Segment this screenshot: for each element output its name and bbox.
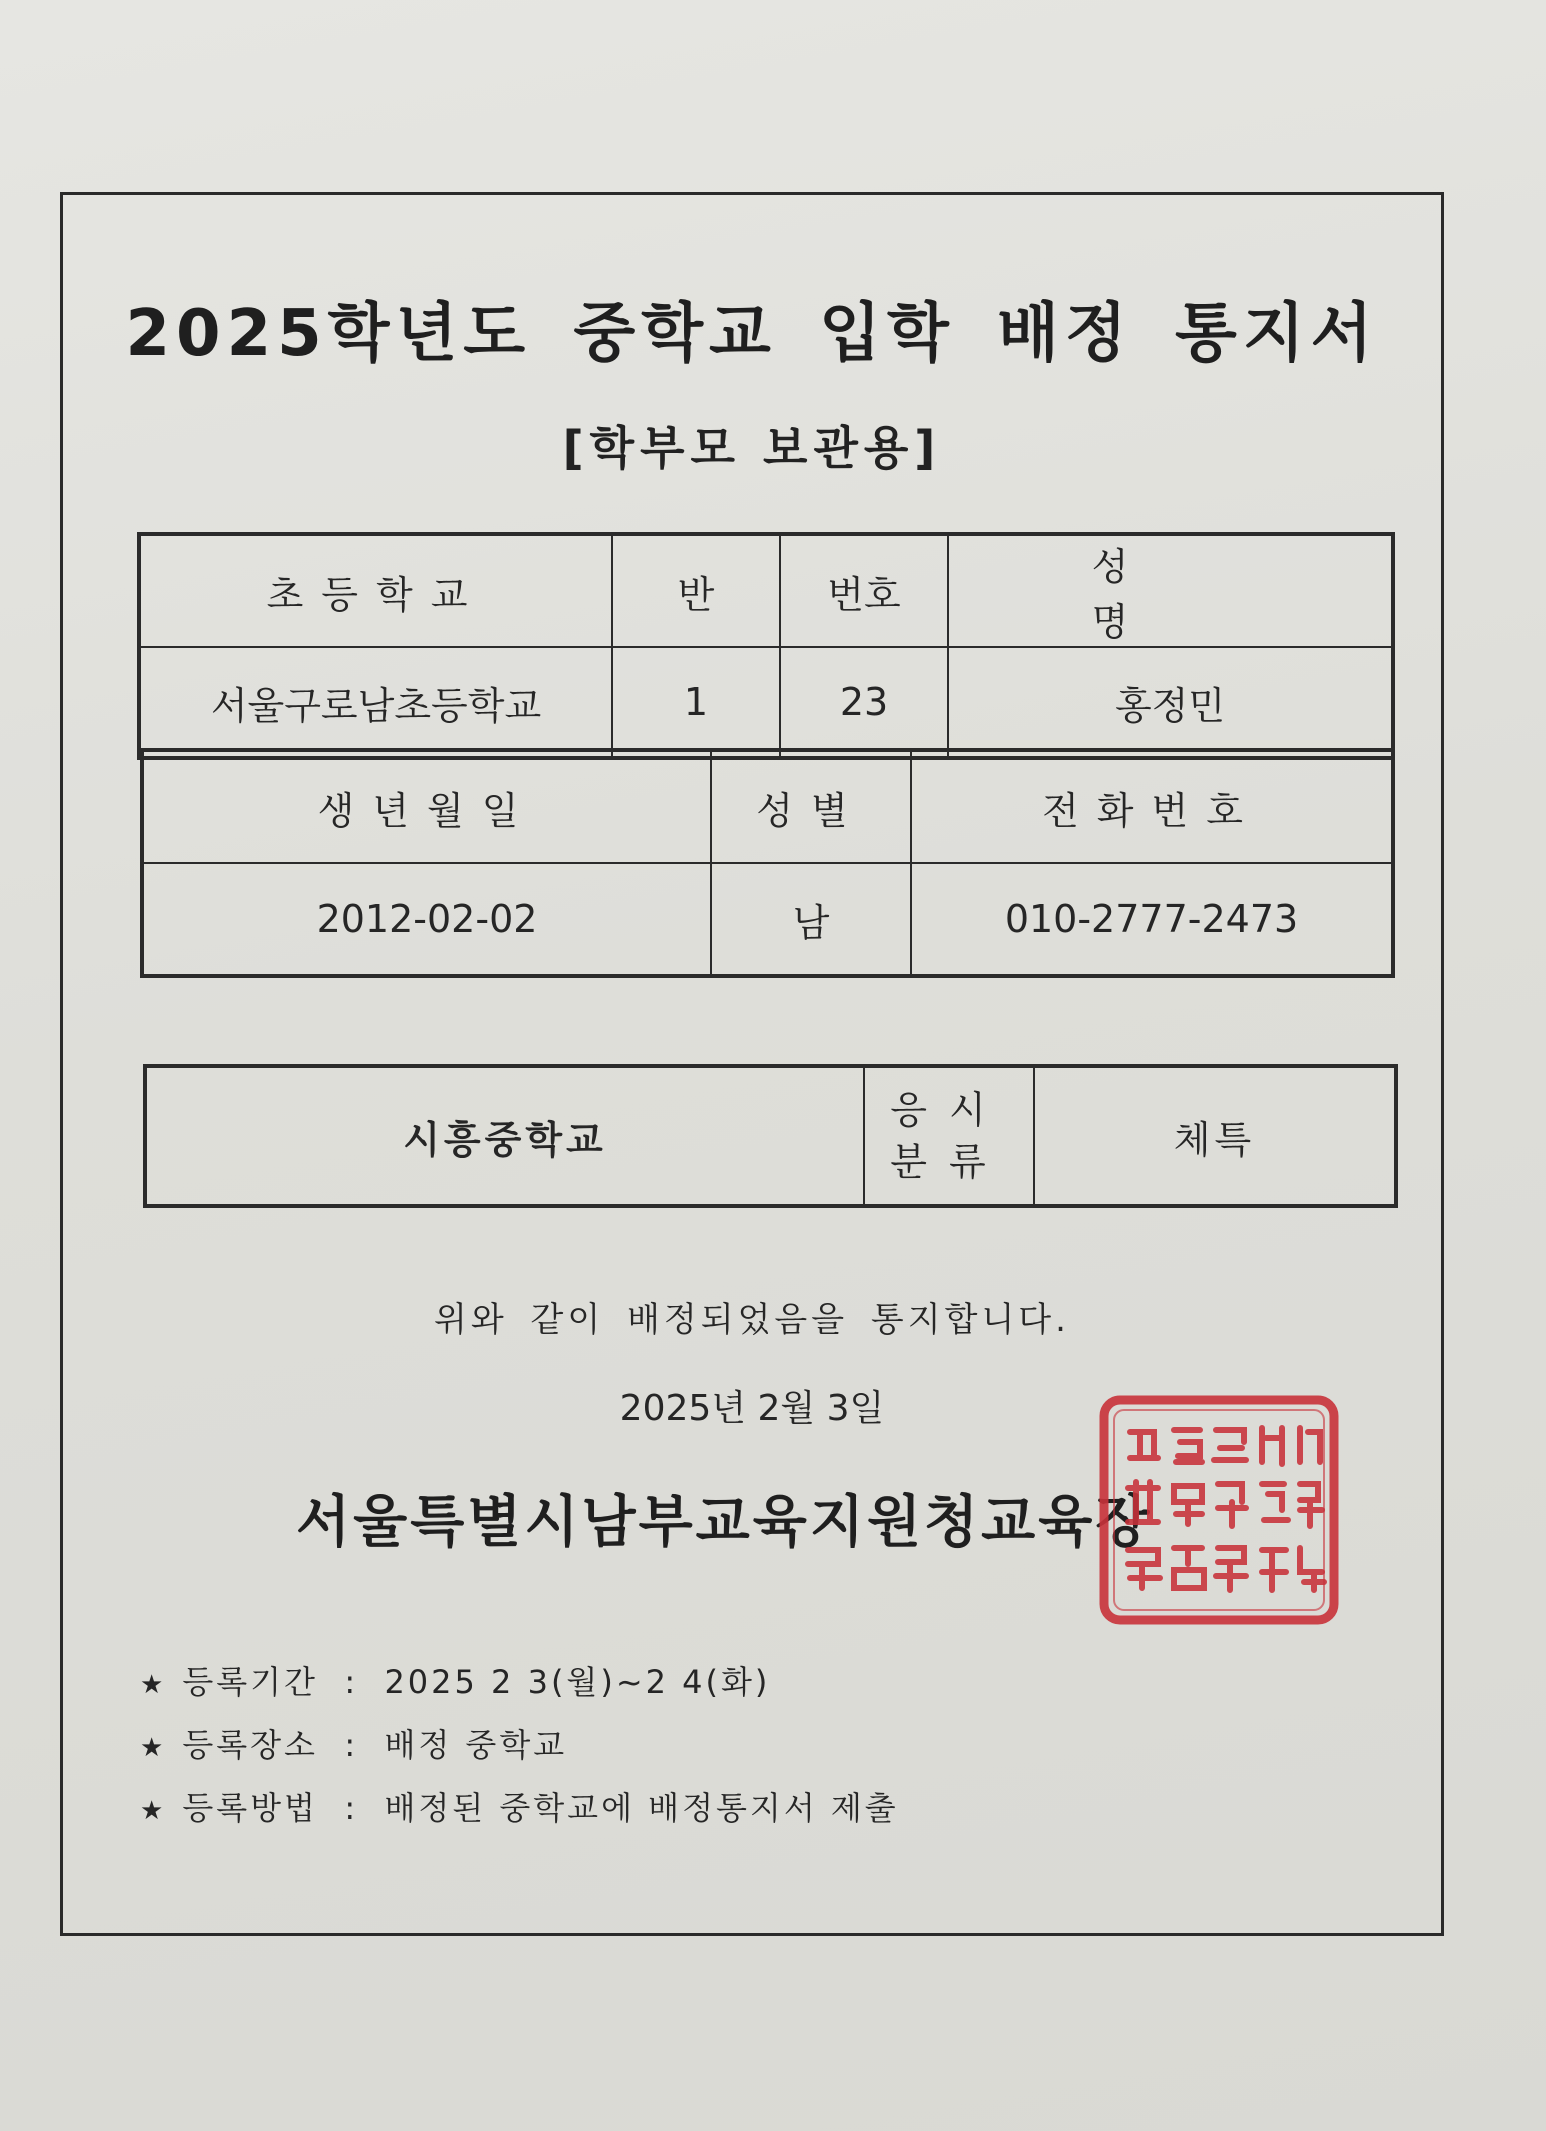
issue-date: 2025년 2월 3일 xyxy=(619,1388,885,1429)
note-value: 2025 2 3(월)~2 4(화) xyxy=(384,1663,771,1701)
header-birth-date: 생년월일 xyxy=(142,750,711,863)
value-name: 홍정민 xyxy=(948,647,1393,758)
value-gender: 남 xyxy=(711,863,911,976)
table-header-row xyxy=(142,750,1393,863)
header-number: 번호 xyxy=(780,534,948,647)
document-title: 2025학년도 중학교 입학 배정 통지서 xyxy=(125,297,1379,371)
category-label-line2: 분류 xyxy=(890,1140,1008,1184)
official-seal-stamp xyxy=(1096,1392,1342,1628)
note-item-period xyxy=(140,1652,899,1715)
category-label-line1: 응시 xyxy=(890,1088,1008,1132)
note-value: 배정된 중학교에 배정통지서 제출 xyxy=(384,1789,899,1827)
note-item-place xyxy=(140,1715,899,1778)
issuer-name: 서울특별시남부교육지원청교육장 xyxy=(296,1490,1153,1555)
registration-notes xyxy=(140,1652,899,1841)
category-label xyxy=(864,1066,1034,1206)
star-icon: ★ xyxy=(140,1796,167,1826)
star-icon: ★ xyxy=(140,1733,167,1763)
assignment-table xyxy=(143,1064,1398,1208)
header-phone: 전화번호 xyxy=(911,750,1393,863)
note-item-method xyxy=(140,1778,899,1841)
header-elementary-school: 초등학교 xyxy=(139,534,612,647)
note-label: 등록장소 xyxy=(182,1726,318,1764)
table-row xyxy=(142,863,1393,976)
header-gender: 성별 xyxy=(711,750,911,863)
table-row xyxy=(145,1066,1396,1206)
header-name: 성 명 xyxy=(948,534,1393,647)
assigned-school: 시흥중학교 xyxy=(145,1066,864,1206)
header-class: 반 xyxy=(612,534,780,647)
note-value: 배정 중학교 xyxy=(384,1726,568,1764)
value-elementary-school: 서울구로남초등학교 xyxy=(139,647,612,758)
note-separator: : xyxy=(344,1789,359,1827)
note-label: 등록기간 xyxy=(182,1663,318,1701)
student-info-table xyxy=(137,532,1395,760)
note-separator: : xyxy=(344,1726,359,1764)
note-separator: : xyxy=(344,1663,359,1701)
star-icon: ★ xyxy=(140,1670,167,1700)
document-subtitle: [학부모 보관용] xyxy=(562,421,942,475)
value-class: 1 xyxy=(612,647,780,758)
value-phone: 010-2777-2473 xyxy=(911,863,1393,976)
category-value: 체특 xyxy=(1034,1066,1396,1206)
student-detail-table xyxy=(140,748,1395,978)
value-number: 23 xyxy=(780,647,948,758)
table-header-row xyxy=(139,534,1393,647)
notice-text: 위와 같이 배정되었음을 통지합니다. xyxy=(434,1300,1070,1340)
note-label: 등록방법 xyxy=(182,1789,318,1827)
value-birth-date: 2012-02-02 xyxy=(142,863,711,976)
table-row xyxy=(139,647,1393,758)
